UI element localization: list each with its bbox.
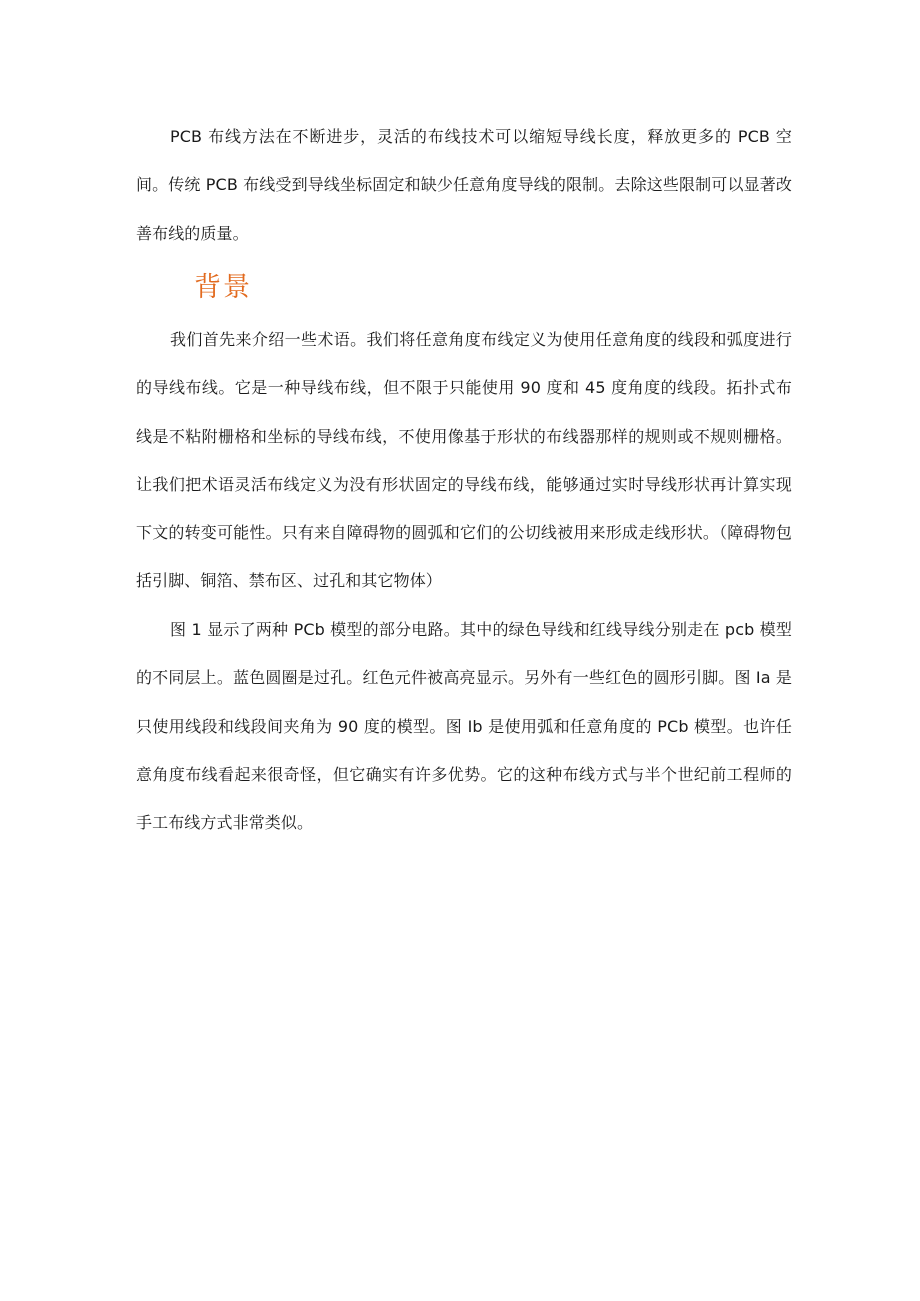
figure-description-paragraph: 图 1 显示了两种 PCb 模型的部分电路。其中的绿色导线和红线导线分别走在 pcb 模型的不同层上。蓝色圆圈是过孔。红色元件被高亮显示。另外有一些红色的圆形引脚。图 Ia 是只使用线段和线段间夹角为 90 度的模型。图 Ib 是使用弧和任意角度的 PCb 模型。也许任意角度布线看起来很奇怪，但它确实有许多优势。它的这种布线方式与半个世纪前工程师的手工布线方式非常类似。: [136, 620, 792, 833]
terminology-paragraph: 我们首先来介绍一些术语。我们将任意角度布线定义为使用任意角度的线段和弧度进行的导线布线。它是一种导线布线，但不限于只能使用 90 度和 45 度角度的线段。拓扑式布线是不粘附栅格和坐标的导线布线，不使用像基于形状的布线器那样的规则或不规则栅格。让我们把术语灵活布线定义为没有形状固定的导线布线，能够通过实时导线形状再计算实现下文的转变可能性。只有来自障碍物的圆弧和它们的公切线被用来形成走线形状。（障碍物包括引脚、铜箔、禁布区、过孔和其它物体）: [136, 330, 792, 591]
intro-paragraph: PCB 布线方法在不断进步，灵活的布线技术可以缩短导线长度，释放更多的 PCB 空间。传统 PCB 布线受到导线坐标固定和缺少任意角度导线的限制。去除这些限制可以显著改善布线的质量。: [136, 127, 792, 243]
section-heading-background: 背景: [194, 272, 252, 303]
